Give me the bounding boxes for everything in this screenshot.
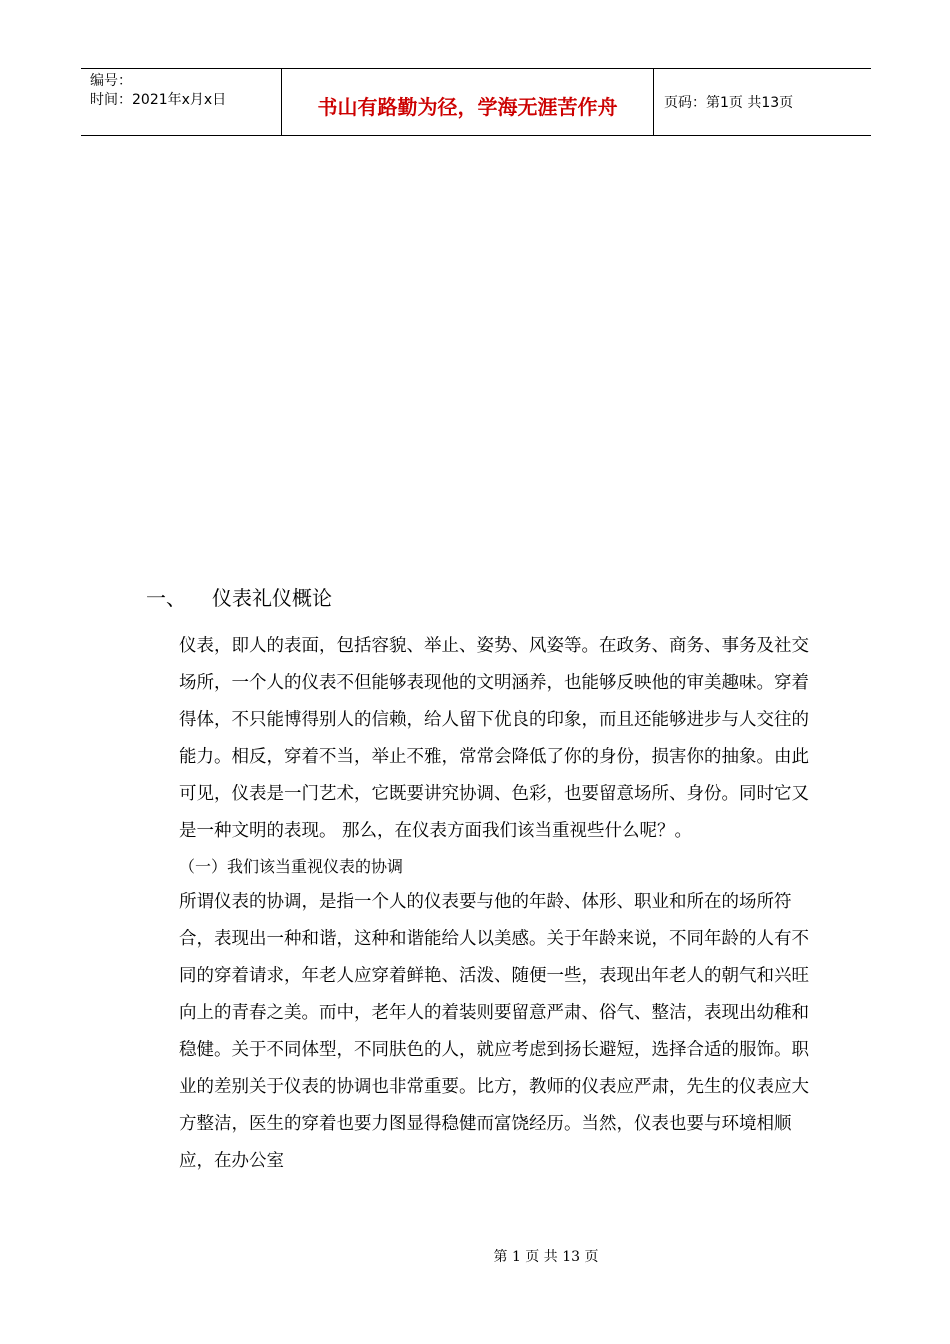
header-motto: 书山有路勤为径，学海无涯苦作舟 [282,69,654,135]
intro-paragraph: 仪表，即人的表面，包括容貌、举止、姿势、风姿等。在政务、商务、事务及社交场所，一个人的仪表不但能够表现他的文明涵养，也能够反映他的审美趣味。穿着得体，不只能博得别人的信赖，给人留下优良的印象，而且还能够进步与人交往的能力。相反，穿着不当，举止不雅，常常会降低了你的身份，损害你的抽象。由此可见，仪表是一门艺术，它既要讲究协调、色彩，也要留意场所、身份。同时它又是一种文明的表现。 那么，在仪表方面我们该当重视些什么呢？。 [179,636,809,841]
subsection-heading: （一）我们该当重视仪表的协调 [179,857,404,876]
body-paragraph: 所谓仪表的协调，是指一个人的仪表要与他的年龄、体形、职业和所在的场所符合，表现出一种和谐，这种和谐能给人以美感。关于年龄来说，不同年龄的人有不同的穿着请求，年老人应穿着鲜艳、活泼、随便一些，表现出年老人的朝气和兴旺向上的青春之美。而中，老年人的着装则要留意严肃、俗气、整洁，表现出幼稚和稳健。关于不同体型，不同肤色的人，就应考虑到扬长避短，选择合适的服饰。职业的差别关于仪表的协调也非常重要。比方，教师的仪表应严肃，先生的仪表应大方整洁，医生的穿着也要力图显得稳健而富饶经历。当然，仪表也要与环境相顺应，在办公室 [179,892,809,1171]
document-number-label: 编号： [90,73,132,89]
header-meta [81,69,282,135]
document-time-label: 时间：2021年x月x日 [90,92,227,108]
document-body [179,628,809,1180]
section-number: 一、 [146,586,186,610]
section-heading [146,582,332,611]
page-header [81,68,871,136]
header-page-info: 页码：第1页 共13页 [664,95,794,111]
page-footer: 第 1 页 共 13 页 [493,1249,599,1265]
section-title: 仪表礼仪概论 [212,586,332,610]
